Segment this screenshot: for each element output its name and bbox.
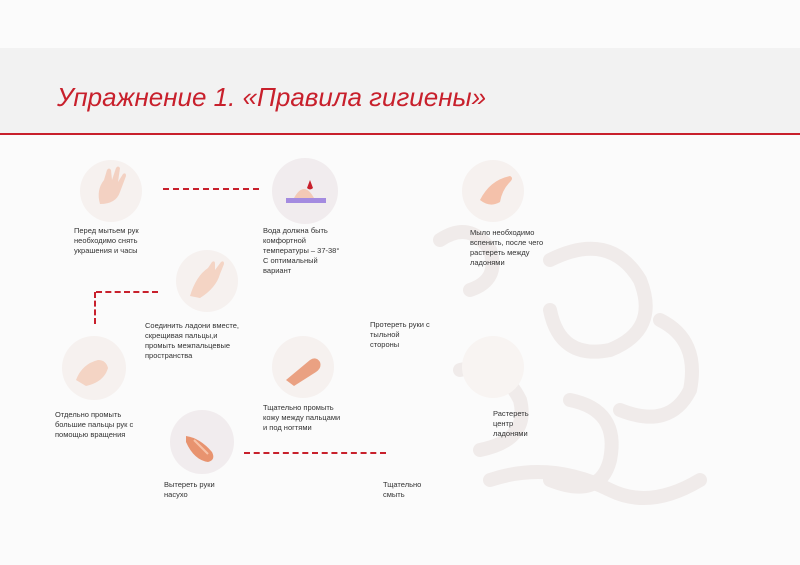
connector-2 (96, 291, 158, 293)
step-label-water-temperature: Вода должна быть комфортной температуры – 37-38° С оптимальный вариант (263, 226, 340, 275)
step-label-back-of-hands: Протереть руки с тыльной стороны (370, 320, 430, 349)
thumbs-icon (62, 336, 126, 400)
step-label-rinse: Тщательно смыть (383, 480, 422, 499)
step-label-center-palm: Растереть центр ладонями (493, 409, 529, 438)
title-underline (0, 133, 800, 135)
water-icon (272, 158, 338, 224)
step-label-lather-soap: Мыло необходимо вспенить, после чего растереть между ладонями (470, 228, 544, 267)
soap-icon (462, 160, 524, 222)
step-label-thumbs: Отдельно промыть большие пальцы рук с помощью вращения (55, 410, 134, 439)
step-label-dry-hands: Вытереть руки насухо (164, 480, 215, 499)
page-title: Упражнение 1. «Правила гигиены» (57, 82, 487, 112)
step-label-under-nails: Тщательно промыть кожу между пальцами и под ногтями (263, 403, 341, 432)
towel-icon (170, 410, 234, 474)
connector-3 (244, 452, 386, 454)
connector-1 (163, 188, 259, 190)
step-label-interlace-fingers: Соединить ладони вместе, скрещивая пальцы,и промыть межпальцевые пространства (145, 321, 240, 360)
back-hand-icon (272, 336, 334, 398)
palms-icon (176, 250, 238, 312)
connector-2-vertical (94, 292, 96, 324)
hand-icon (80, 160, 142, 222)
center-palm-icon (462, 336, 524, 398)
step-label-remove-jewelry: Перед мытьем рук необходимо снять украшения и часы (74, 226, 139, 255)
